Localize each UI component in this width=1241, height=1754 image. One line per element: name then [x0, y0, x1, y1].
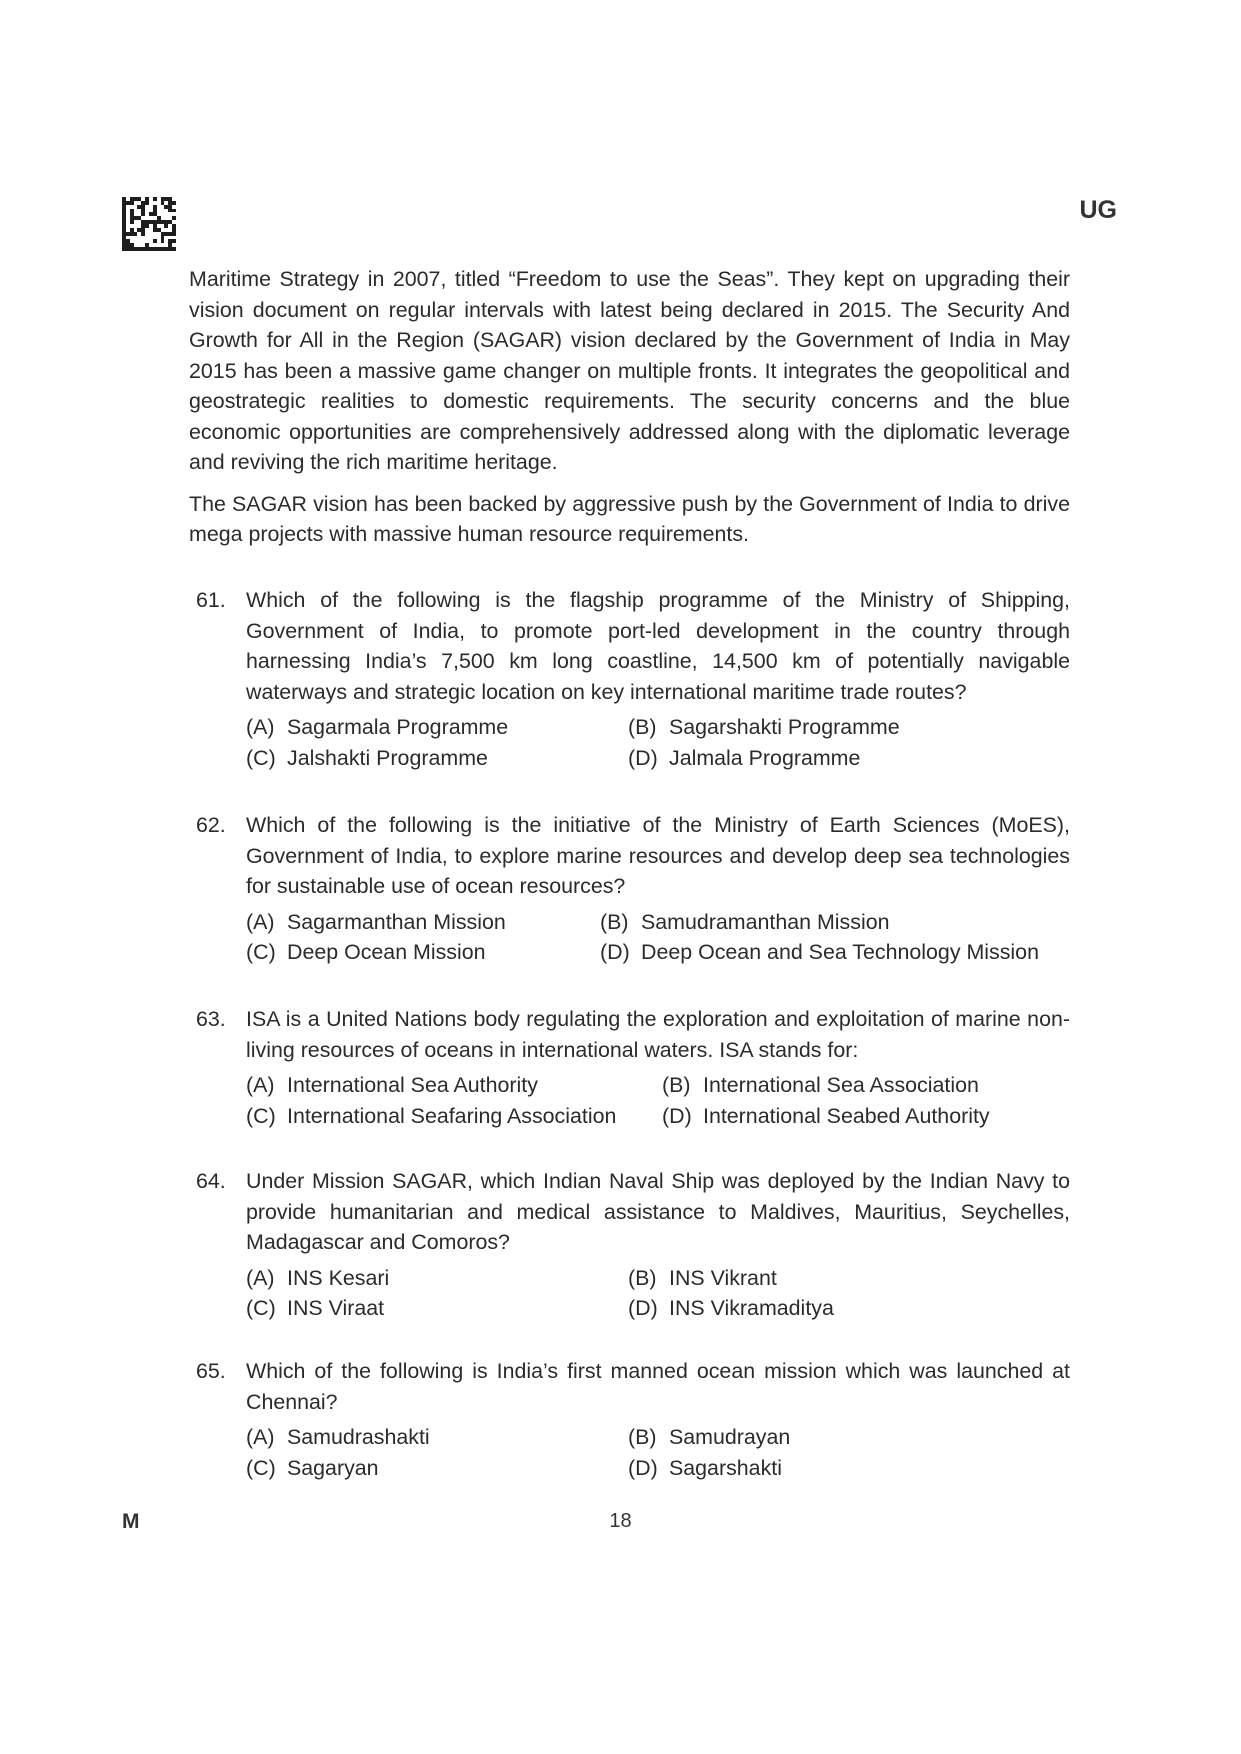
option-c[interactable]: (C) Sagaryan [246, 1455, 379, 1480]
options [246, 1070, 1070, 1131]
question-number: 63. [196, 1007, 226, 1031]
question-number: 64. [196, 1169, 226, 1193]
question-text: Under Mission SAGAR, which Indian Naval Ship was deployed by the Indian Navy to provide humanitarian and medical assistance to Maldives, Mauritius, Seychelles, Madagascar and Comoros? [246, 1169, 1070, 1254]
passage-paragraph: The SAGAR vision has been backed by aggressive push by the Government of India to drive mega projects with massive human resource requirements. [189, 491, 1070, 546]
option-a[interactable]: (A) Sagarmanthan Mission [246, 909, 506, 934]
option-b[interactable]: (B) International Sea Association [662, 1073, 979, 1097]
question-text: Which of the following is India’s first manned ocean mission which was launched at Chennai? [246, 1359, 1070, 1414]
option-a[interactable]: (A) Samudrashakti [246, 1425, 430, 1449]
question-number: 62. [196, 813, 226, 837]
page-number: 18 [609, 1510, 632, 1532]
question-number: 61. [196, 588, 226, 612]
option-d[interactable]: (D) International Seabed Authority [662, 1103, 990, 1128]
option-b[interactable]: (B) Sagarshakti Programme [628, 715, 900, 739]
passage [189, 264, 1070, 561]
question-number: 65. [196, 1359, 226, 1383]
option-a[interactable]: (A) International Sea Authority [246, 1073, 538, 1097]
question-63 [196, 1004, 1070, 1131]
option-d[interactable]: (D) Jalmala Programme [628, 745, 861, 770]
options [246, 1422, 1070, 1483]
option-a[interactable]: (A) Sagarmala Programme [246, 715, 509, 739]
question-62 [196, 810, 1070, 968]
option-b[interactable]: (B) INS Vikrant [628, 1265, 777, 1290]
qr-code [122, 197, 176, 251]
question-text: Which of the following is the flagship programme of the Ministry of Shipping, Government of India, to promote port-led development in the country through harnessing India’s 7,500 km long coastline, 14,500 km of potentially navigable waterways and strategic location on key international maritime trade routes? [246, 588, 1070, 704]
options [246, 1263, 1070, 1324]
question-text: Which of the following is the initiative of the Ministry of Earth Sciences (MoES), Government of India, to explore marine resources and develop deep sea technologies for sustainable use of ocean resources? [246, 813, 1070, 898]
question-text: ISA is a United Nations body regulating the exploration and exploitation of marine non-living resources of oceans in international waters. ISA stands for: [246, 1007, 1070, 1062]
question-64 [196, 1166, 1070, 1324]
options [246, 907, 1070, 968]
option-d[interactable]: (D) INS Vikramaditya [628, 1296, 834, 1320]
option-b[interactable]: (B) Samudramanthan Mission [600, 909, 890, 934]
option-c[interactable]: (C) International Seafaring Association [246, 1103, 617, 1128]
option-d[interactable]: (D) Sagarshakti [628, 1455, 782, 1480]
option-a[interactable]: (A) INS Kesari [246, 1265, 390, 1290]
option-c[interactable]: (C) Jalshakti Programme [246, 745, 488, 770]
option-c[interactable]: (C) INS Viraat [246, 1296, 385, 1320]
question-61 [196, 585, 1070, 773]
option-d[interactable]: (D) Deep Ocean and Sea Technology Mission [600, 940, 1039, 964]
header-code: UG [1079, 196, 1117, 224]
option-b[interactable]: (B) Samudrayan [628, 1425, 791, 1449]
option-c[interactable]: (C) Deep Ocean Mission [246, 940, 486, 964]
options [246, 712, 1070, 773]
question-65 [196, 1356, 1070, 1483]
passage-paragraph: Maritime Strategy in 2007, titled “Freedom to use the Seas”. They kept on upgrading their vision document on regular intervals with latest being declared in 2015. The Security And Growth for All in the Region (SAGAR) vision declared by the Government of India in May 2015 has been a massive game changer on multiple fronts. It integrates the geopolitical and geostrategic realities to domestic requirements. The security concerns and the blue economic opportunities are comprehensively addressed along with the diplomatic leverage and reviving the rich maritime heritage. [189, 267, 1070, 474]
series-code: M [122, 1510, 140, 1533]
